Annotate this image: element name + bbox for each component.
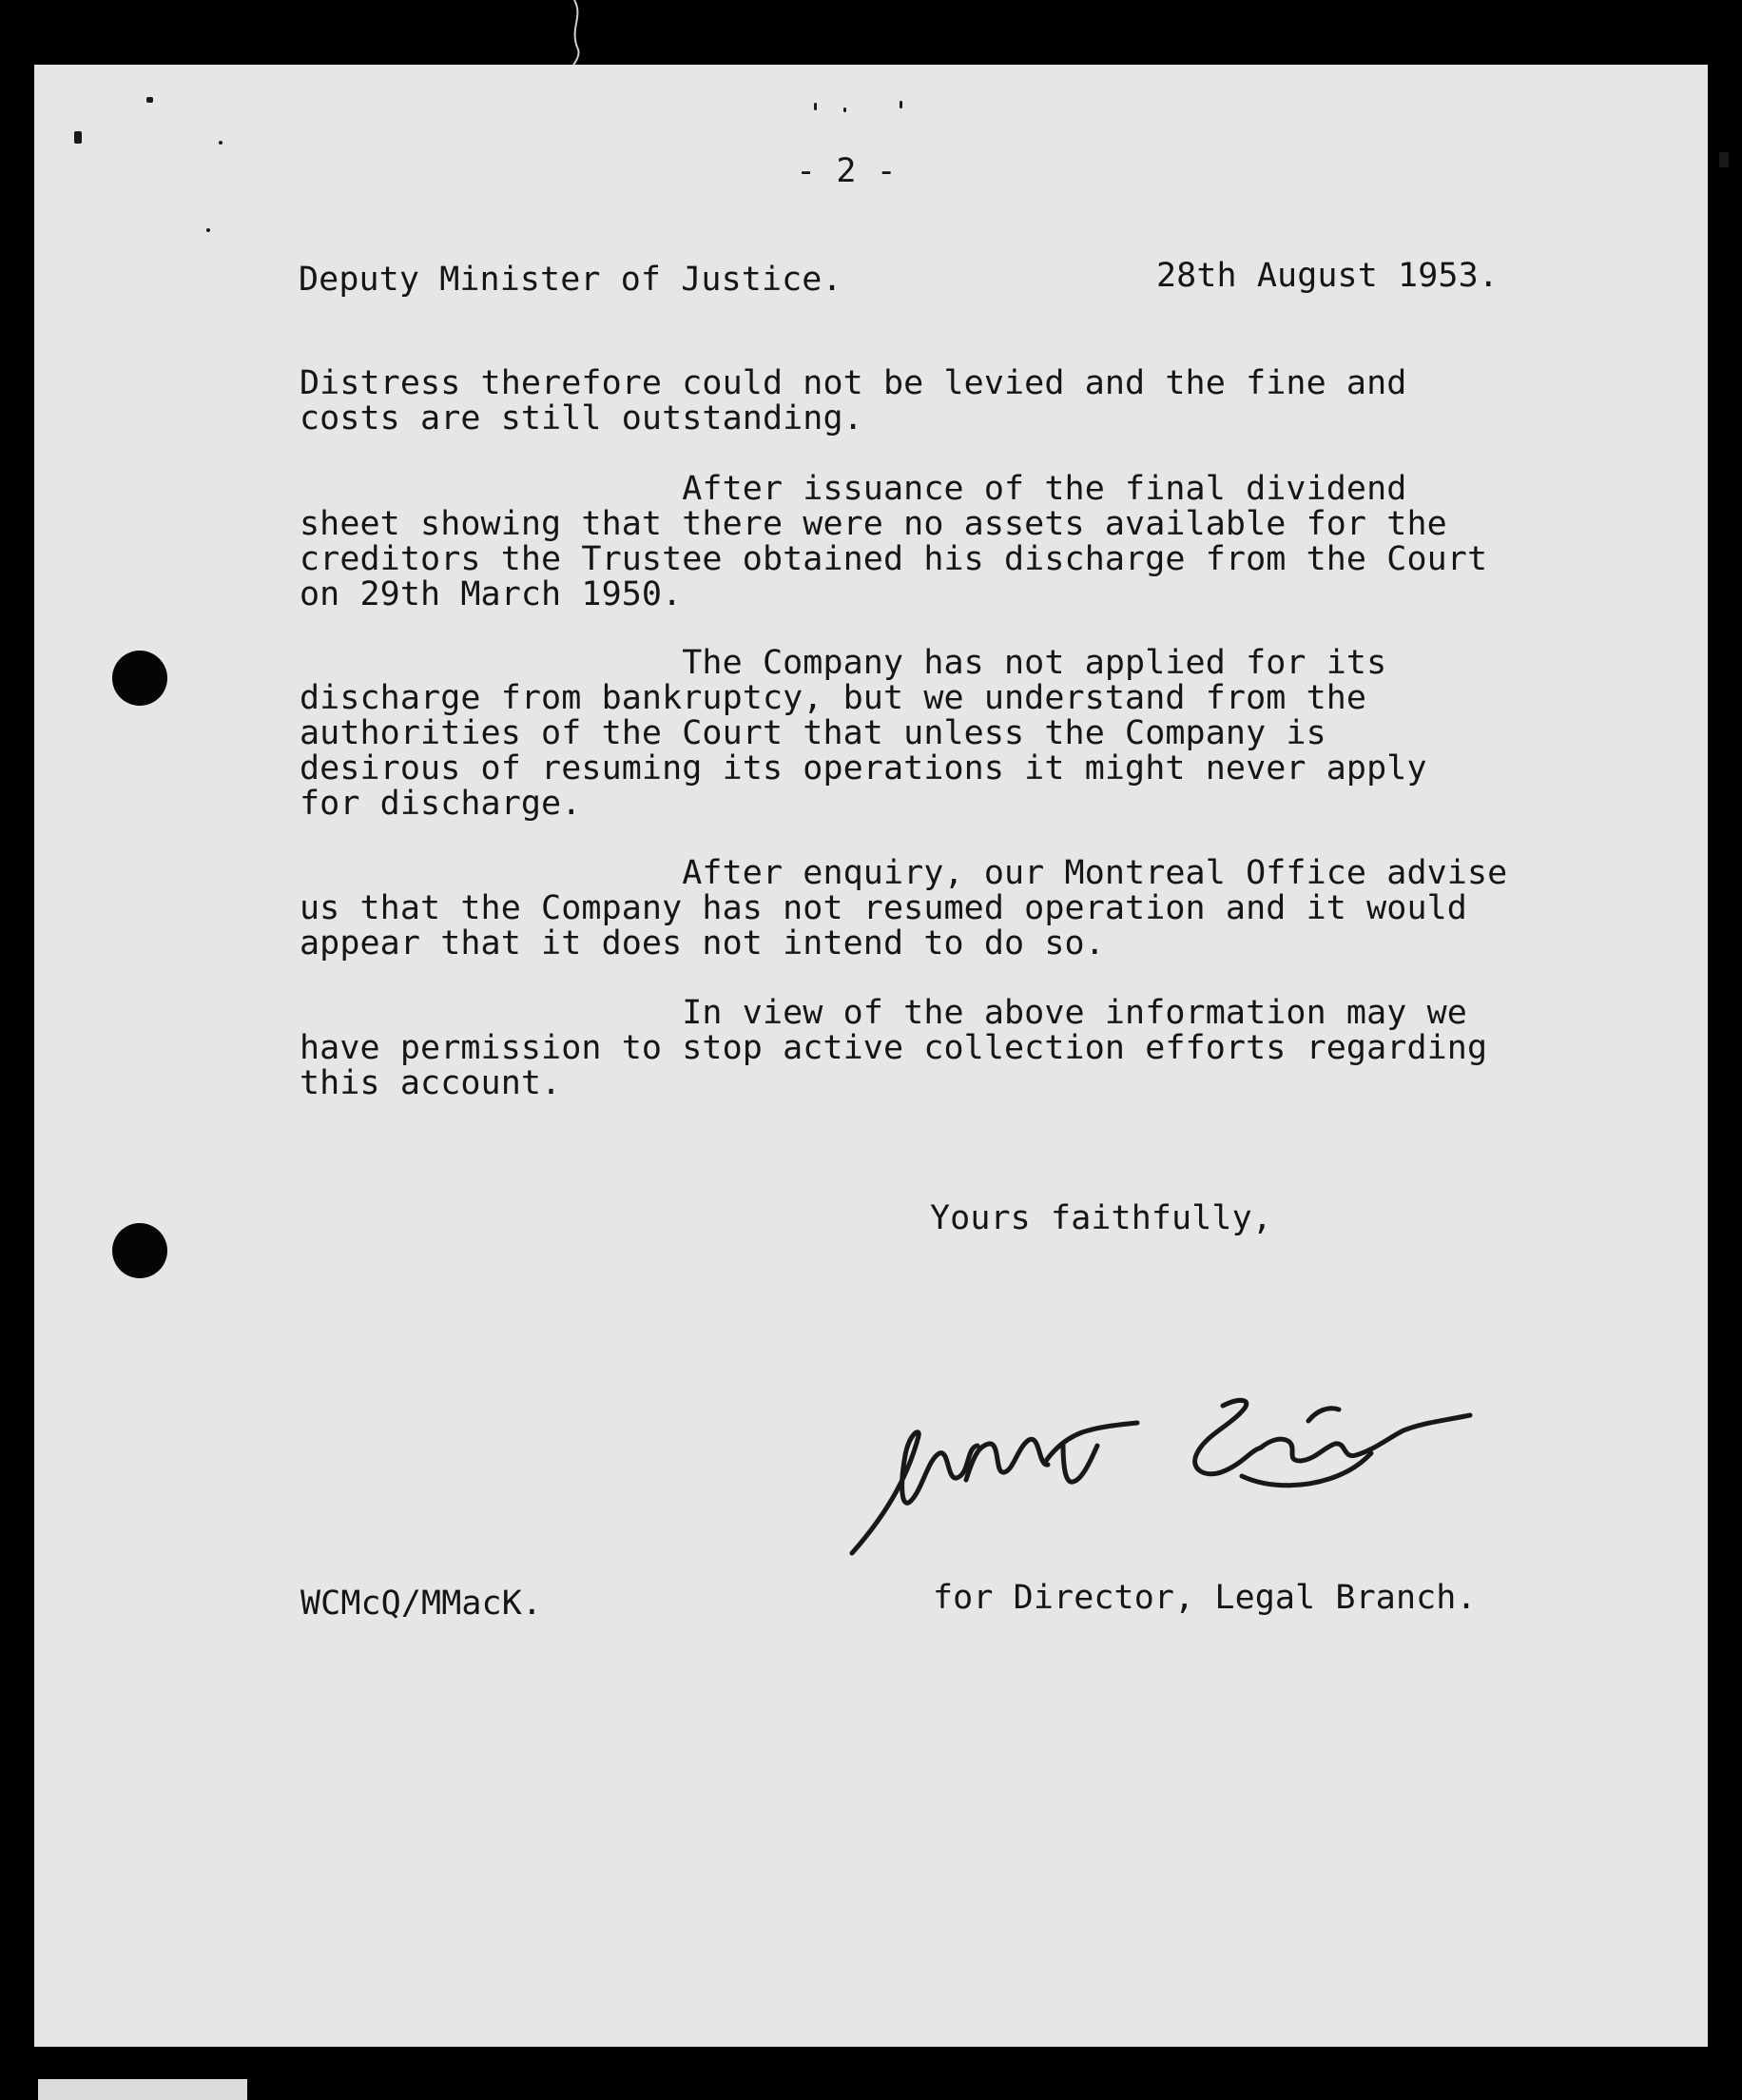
signatory-title: for Director, Legal Branch.	[933, 1579, 1477, 1617]
scan-speck	[814, 103, 817, 110]
paragraph-line: on 29th March 1950.	[300, 575, 683, 613]
scan-speck	[219, 141, 223, 145]
paragraph-1	[300, 366, 1406, 437]
addressee: Deputy Minister of Justice.	[299, 261, 842, 299]
paragraph-line: costs are still outstanding.	[300, 399, 863, 438]
paragraph-line: have permission to stop active collection efforts regarding	[300, 1029, 1488, 1067]
reference-initials: WCMcQ/MMacK.	[300, 1585, 543, 1623]
scan-speck	[146, 97, 153, 103]
paragraph-2	[300, 472, 1487, 612]
paragraph-line: After enquiry, our Montreal Office advise	[300, 854, 1508, 892]
scan-hair-artifact	[563, 0, 591, 67]
closing: Yours faithfully,	[930, 1199, 1272, 1237]
paragraph-5	[300, 996, 1487, 1101]
letter-date: 28th August 1953.	[1156, 257, 1499, 295]
paragraph-line: for discharge.	[300, 785, 582, 823]
paragraph-line: In view of the above information may we	[300, 994, 1467, 1032]
page-number: - 2 -	[796, 152, 897, 190]
scan-speck	[900, 101, 902, 108]
scan-speck	[206, 228, 210, 232]
paragraph-line: appear that it does not intend to do so.	[300, 924, 1105, 962]
paragraph-line: discharge from bankruptcy, but we understand from the	[300, 679, 1367, 717]
scan-label-tab	[38, 2079, 247, 2100]
paragraph-line: authorities of the Court that unless the Company is	[300, 714, 1326, 752]
letter-page	[34, 65, 1708, 2047]
paragraph-4	[300, 856, 1507, 962]
punch-hole-icon	[112, 651, 167, 706]
scan-speck	[843, 107, 846, 112]
paragraph-line: creditors the Trustee obtained his discharge from the Court	[300, 540, 1488, 578]
paragraph-line: this account.	[300, 1064, 562, 1102]
paragraph-3	[300, 646, 1427, 822]
scan-speck	[74, 131, 82, 144]
paragraph-line: sheet showing that there were no assets available for the	[300, 505, 1447, 543]
punch-hole-icon	[112, 1223, 167, 1278]
paragraph-line: After issuance of the final dividend	[300, 470, 1407, 508]
scan-speck	[1719, 152, 1729, 167]
handwritten-signature-icon	[814, 1368, 1556, 1577]
paragraph-line: us that the Company has not resumed operation and it would	[300, 889, 1467, 927]
paragraph-line: The Company has not applied for its	[300, 644, 1387, 682]
paragraph-line: Distress therefore could not be levied and the fine and	[300, 364, 1407, 402]
paragraph-line: desirous of resuming its operations it might never apply	[300, 749, 1427, 788]
